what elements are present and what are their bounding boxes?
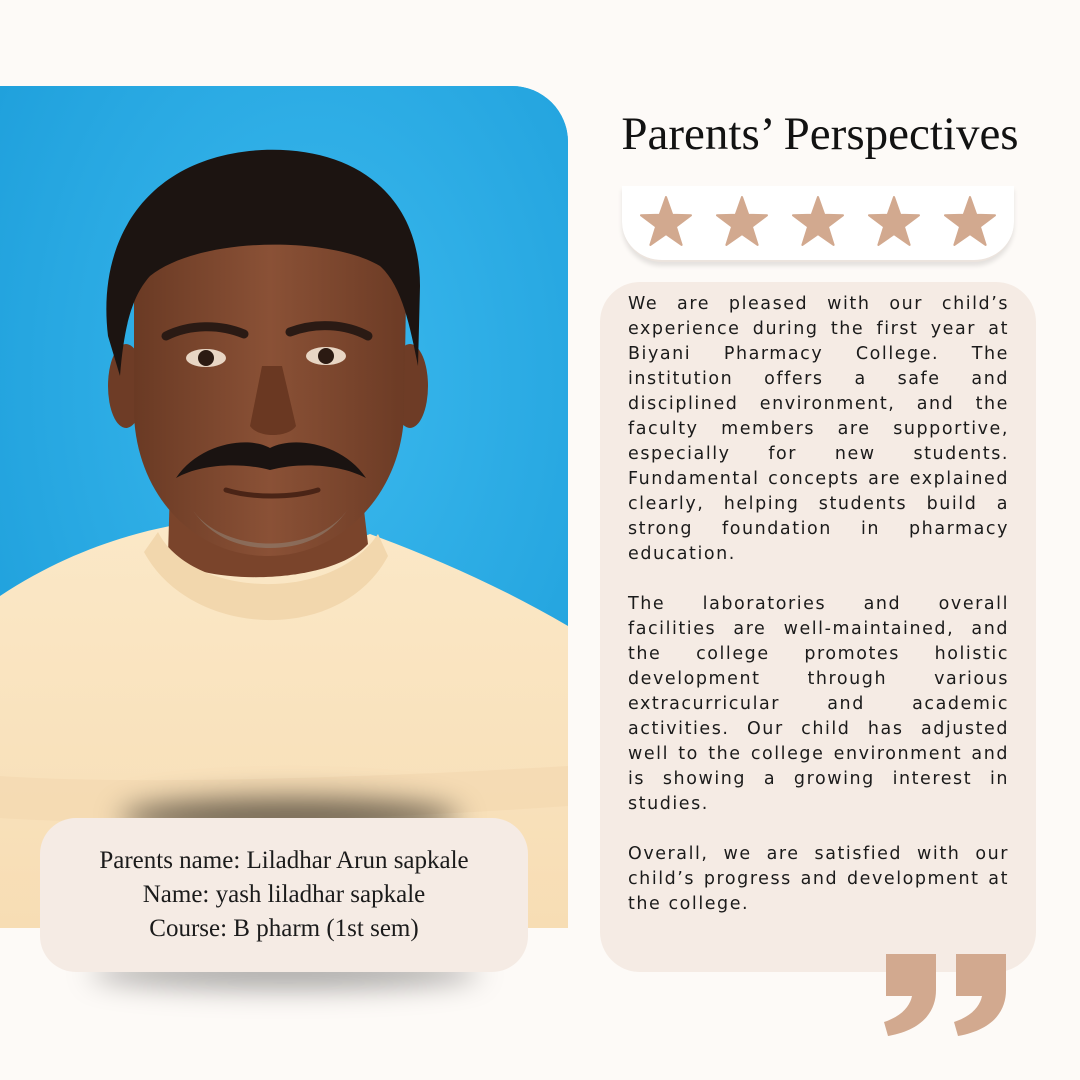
star-icon [944,196,996,246]
testimonial-paragraph: The laboratories and overall facilities are well-maintained, and the college promotes holistic development through various extracurricular and academic activities. Our child has adjusted well to the college environment and is showing a growing interest in studies. [628,594,1009,814]
quote-mark-icon [880,950,1012,1040]
course-line: Course: B pharm (1st sem) [149,915,419,942]
star-rating [640,194,996,248]
student-name-line: Name: yash liladhar sapkale [142,881,426,908]
testimonial-paragraph: We are pleased with our child’s experience during the first year at Biyani Pharmacy College. The institution offers a safe and disciplined environment, and the faculty members are supportive, especially for new students. Fundamental concepts are explained clearly, helping students build a strong foundation in pharmacy education. [628,294,1009,564]
star-icon [640,196,692,246]
page-title: Parents’ Perspectives [621,108,1019,160]
testimonial-paragraph: Overall, we are satisfied with our child’s progress and development at the college. [628,844,1009,914]
star-icon [716,196,768,246]
testimonial-box [600,282,1036,972]
parent-name-line: Parents name: Liladhar Arun sapkale [99,847,469,874]
info-card [40,818,528,972]
star-icon [868,196,920,246]
star-icon [792,196,844,246]
